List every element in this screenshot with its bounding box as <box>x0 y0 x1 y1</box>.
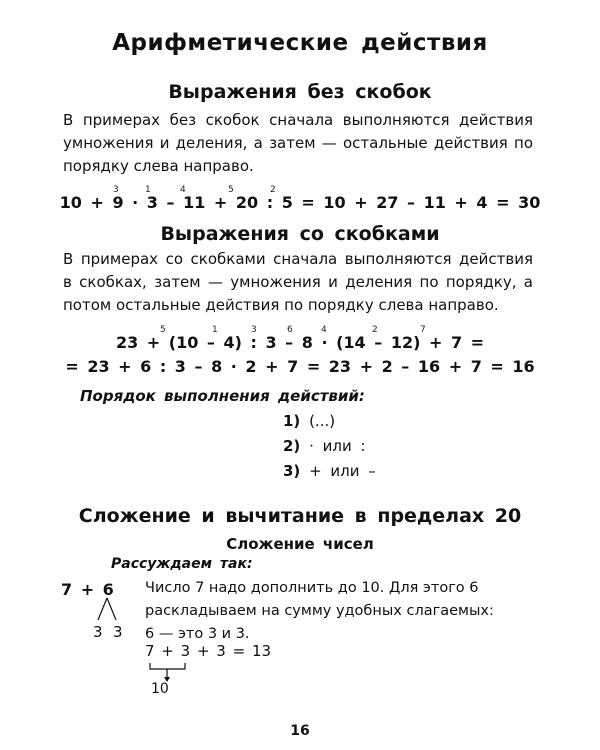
order-mark: 1 <box>212 325 218 335</box>
order-mark: 1 <box>145 185 151 195</box>
section2-heading: Выражения со скобками <box>160 223 440 245</box>
section3-explanation <box>145 577 505 646</box>
order-item-number: 3) <box>283 462 301 480</box>
split-left-value: 3 <box>93 623 103 641</box>
order-mark: 4 <box>321 325 327 335</box>
section2-example-line1: 23 + (10 – 4) : 3 – 8 · (14 – 12) + 7 = <box>115 333 485 352</box>
order-mark: 2 <box>270 185 276 195</box>
section3-line: 6 — это 3 и 3. <box>145 626 250 642</box>
section1-line: порядку слева направо. <box>63 157 254 175</box>
bracket-result: 10 <box>151 681 169 697</box>
page-title: Арифметические действия <box>112 30 488 56</box>
order-mark: 7 <box>420 325 426 335</box>
section1-heading: Выражения без скобок <box>168 81 432 103</box>
order-mark: 3 <box>113 185 119 195</box>
section3-equation: 7 + 3 + 3 = 13 <box>145 642 272 660</box>
sum-expression: 7 + 6 <box>61 580 114 599</box>
order-item-text: + или – <box>309 462 376 480</box>
sum-bracket <box>150 663 185 669</box>
order-mark: 5 <box>160 325 166 335</box>
order-mark: 6 <box>287 325 293 335</box>
section3-heading: Сложение и вычитание в пределах 20 <box>78 505 522 527</box>
order-mark: 4 <box>180 185 186 195</box>
order-item-text: (...) <box>309 412 336 430</box>
order-mark: 2 <box>372 325 378 335</box>
section2-example-line2: = 23 + 6 : 3 – 8 · 2 + 7 = 23 + 2 – 16 + 7 = 16 <box>65 357 535 376</box>
order-title: Порядок выполнения действий: <box>80 387 365 405</box>
order-item-number: 2) <box>283 437 301 455</box>
section3-line: Число 7 надо дополнить до 10. Для этого 6 <box>145 580 479 596</box>
split-line-right <box>107 598 116 620</box>
section2-line: потом остальные действия по порядку слева направо. <box>63 296 499 314</box>
section2-line: в скобках, затем — умножения и деления по порядку, а <box>63 273 533 291</box>
page-number: 16 <box>290 723 310 739</box>
section1-example: 10 + 9 · 3 – 11 + 20 : 5 = 10 + 27 – 11 + 4 = 30 <box>59 193 541 212</box>
section2-line: В примерах со скобками сначала выполняются действия <box>63 250 533 268</box>
section1-line: умножения и деления, а затем — остальные действия по <box>63 134 533 152</box>
order-item-text: · или : <box>309 437 366 455</box>
split-right-value: 3 <box>113 623 123 641</box>
section3-subheading: Сложение чисел <box>226 535 374 553</box>
order-mark: 5 <box>228 185 234 195</box>
order-mark: 3 <box>251 325 257 335</box>
split-line-left <box>98 598 107 620</box>
reasoning-label: Рассуждаем так: <box>111 556 253 572</box>
section1-line: В примерах без скобок сначала выполняются действия <box>63 111 533 129</box>
order-item-number: 1) <box>283 412 301 430</box>
section3-line: раскладываем на сумму удобных слагаемых: <box>145 603 494 619</box>
